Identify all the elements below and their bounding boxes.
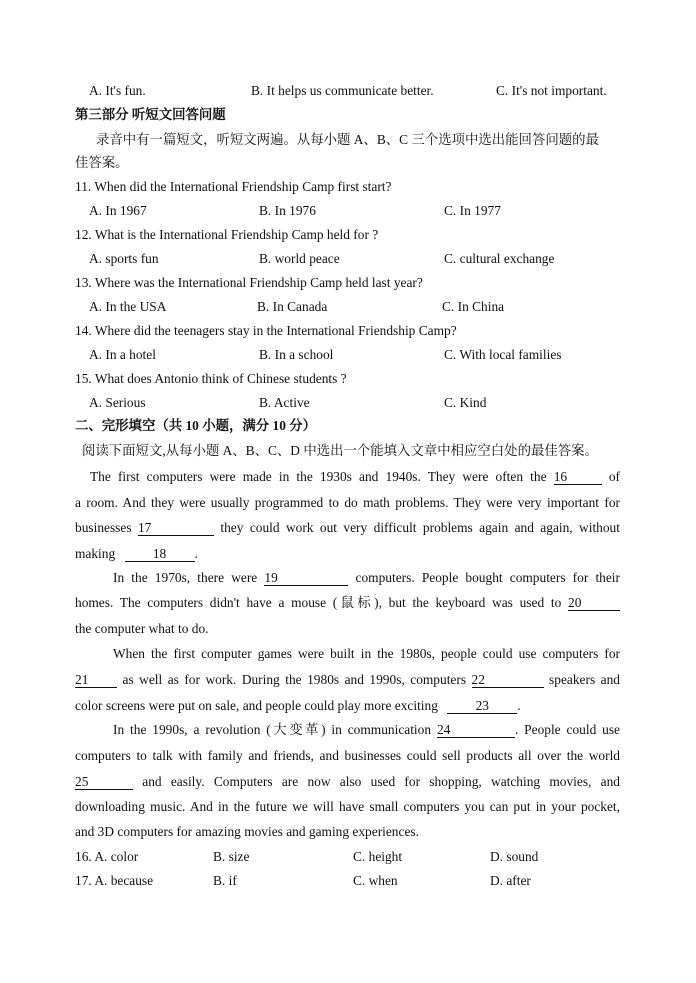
q15-option-c[interactable]: C. Kind bbox=[444, 395, 487, 410]
q12-option-c[interactable]: C. cultural exchange bbox=[444, 251, 555, 266]
passage-p3-line2: 21 as well as for work. During the 1980s and 1990s, computers 22 speakers and bbox=[75, 672, 620, 687]
q13-option-c[interactable]: C. In China bbox=[442, 299, 505, 314]
question-15: 15. What does Antonio think of Chinese students ? bbox=[75, 371, 347, 386]
q14-option-b[interactable]: B. In a school bbox=[259, 347, 334, 362]
blank-16[interactable]: 16 bbox=[554, 470, 602, 485]
q10-option-b[interactable]: B. It helps us communicate better. bbox=[251, 83, 434, 98]
passage-p4-line1: In the 1990s, a revolution (大变革) in communication 24 . People could use bbox=[113, 722, 620, 737]
q13-option-b[interactable]: B. In Canada bbox=[257, 299, 328, 314]
blank-20[interactable]: 20 bbox=[568, 596, 620, 611]
part3-instruction-cont: 佳答案。 bbox=[75, 155, 129, 170]
q15-option-b[interactable]: B. Active bbox=[259, 395, 310, 410]
section2-instruction: 阅读下面短文,从每小题 A、B、C、D 中选出一个能填入文章中相应空白处的最佳答案。 bbox=[82, 443, 598, 458]
blank-23[interactable]: 23 bbox=[447, 699, 517, 714]
q17-option-d[interactable]: D. after bbox=[490, 873, 531, 888]
q17-option-a[interactable]: 17. A. because bbox=[75, 873, 154, 888]
blank-25[interactable]: 25 bbox=[75, 775, 133, 790]
q17-option-c[interactable]: C. when bbox=[353, 873, 398, 888]
passage-p3-line1: When the first computer games were built in the 1980s, people could use computers for bbox=[113, 646, 620, 661]
q16-option-a[interactable]: 16. A. color bbox=[75, 849, 139, 864]
question-11: 11. When did the International Friendship Camp first start? bbox=[75, 179, 392, 194]
part3-instruction: 录音中有一篇短文，听短文两遍。从每小题 A、B、C 三个选项中选出能回答问题的最 bbox=[96, 132, 599, 147]
q10-option-a[interactable]: A. It's fun. bbox=[89, 83, 146, 98]
passage-p4-line3: 25 and easily. Computers are now also used for shopping, watching movies, and bbox=[75, 774, 620, 789]
q16-option-c[interactable]: C. height bbox=[353, 849, 403, 864]
blank-24[interactable]: 24 bbox=[437, 723, 515, 738]
q14-option-c[interactable]: C. With local families bbox=[444, 347, 562, 362]
q17-option-b[interactable]: B. if bbox=[213, 873, 237, 888]
q11-option-a[interactable]: A. In 1967 bbox=[89, 203, 147, 218]
q14-option-a[interactable]: A. In a hotel bbox=[89, 347, 156, 362]
blank-17[interactable]: 17 bbox=[138, 521, 214, 536]
q16-option-b[interactable]: B. size bbox=[213, 849, 250, 864]
passage-p1-line1: The first computers were made in the 1930s and 1940s. They were often the 16 of bbox=[90, 469, 620, 484]
passage-p4-line4: downloading music. And in the future we will have small computers you can put in your pocket, bbox=[75, 799, 620, 814]
passage-p2-line1: In the 1970s, there were 19 computers. People bought computers for their bbox=[113, 570, 620, 585]
q10-option-c[interactable]: C. It's not important. bbox=[496, 83, 607, 98]
passage-p1-line2: a room. And they were usually programmed to do math problems. They were very important for bbox=[75, 495, 620, 510]
q13-option-a[interactable]: A. In the USA bbox=[89, 299, 167, 314]
blank-19[interactable]: 19 bbox=[264, 571, 348, 586]
q11-option-b[interactable]: B. In 1976 bbox=[259, 203, 316, 218]
passage-p2-line2: homes. The computers didn't have a mouse (鼠标), but the keyboard was used to 20 bbox=[75, 594, 620, 612]
passage-p4-line5: and 3D computers for amazing movies and gaming experiences. bbox=[75, 824, 419, 839]
q12-option-b[interactable]: B. world peace bbox=[259, 251, 340, 266]
question-14: 14. Where did the teenagers stay in the International Friendship Camp? bbox=[75, 323, 457, 338]
blank-22[interactable]: 22 bbox=[472, 673, 544, 688]
passage-p1-line4: making 18 . bbox=[75, 546, 198, 561]
passage-p3-line3: color screens were put on sale, and people could play more exciting 23 . bbox=[75, 698, 521, 713]
question-12: 12. What is the International Friendship Camp held for ? bbox=[75, 227, 379, 242]
passage-p4-line2: computers to talk with family and friends, and businesses could sell products all over the world bbox=[75, 748, 620, 763]
q11-option-c[interactable]: C. In 1977 bbox=[444, 203, 501, 218]
part3-title: 第三部分 听短文回答问题 bbox=[75, 107, 226, 122]
blank-21[interactable]: 21 bbox=[75, 673, 117, 688]
passage-p1-line3: businesses 17 they could work out very difficult problems again and again, without bbox=[75, 520, 620, 535]
section2-title: 二、完形填空（共 10 小题，满分 10 分） bbox=[75, 418, 317, 433]
blank-18[interactable]: 18 bbox=[125, 547, 195, 562]
passage-p2-line3: the computer what to do. bbox=[75, 621, 209, 636]
q15-option-a[interactable]: A. Serious bbox=[89, 395, 146, 410]
question-13: 13. Where was the International Friendship Camp held last year? bbox=[75, 275, 423, 290]
q12-option-a[interactable]: A. sports fun bbox=[89, 251, 159, 266]
q16-option-d[interactable]: D. sound bbox=[490, 849, 539, 864]
